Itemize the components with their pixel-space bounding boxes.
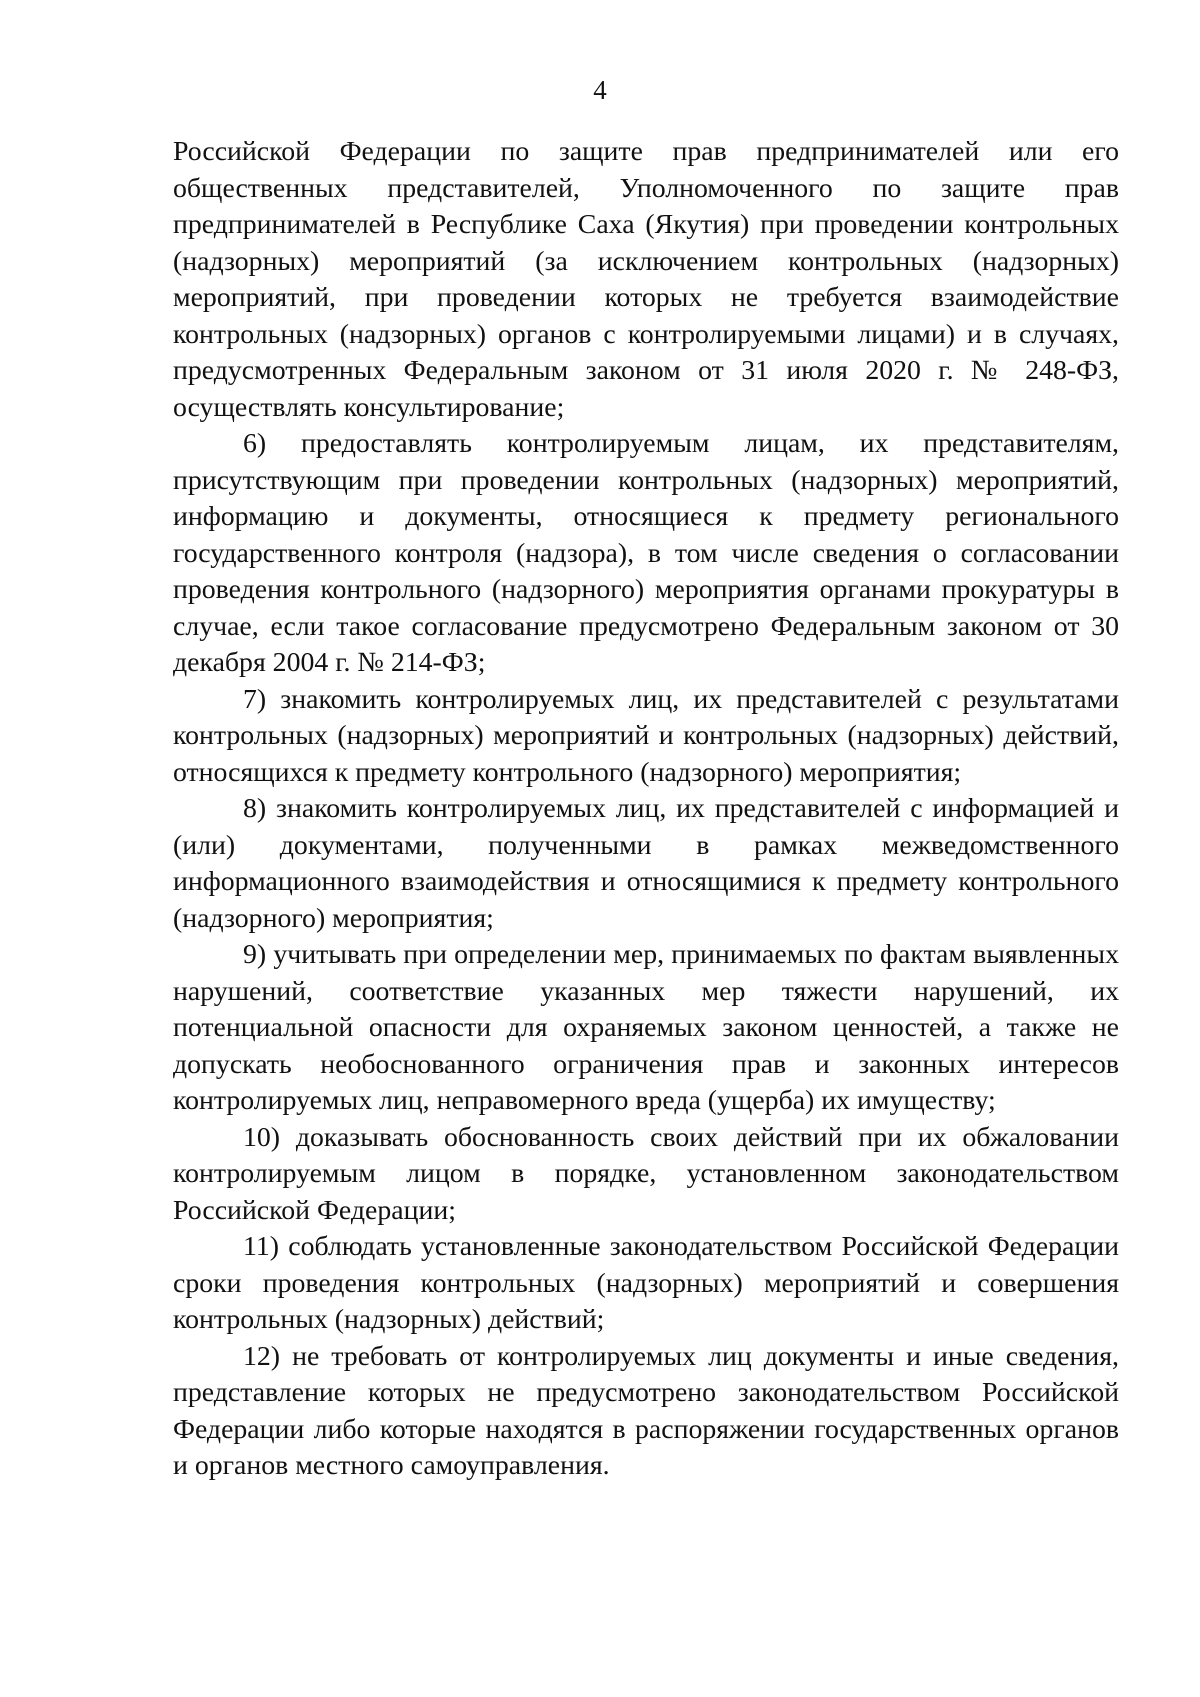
document-body [173, 134, 1119, 1485]
list-item-7: 7) знакомить контролируемых лиц, их представителей с результатами контрольных (надзорных) мероприятий и контрольных (надзорных) действий, относящихся к предмету контрольного (надзорного) мероприятия; [173, 683, 1119, 788]
list-item-10: 10) доказывать обоснованность своих действий при их обжаловании контролируемым лицом в порядке, установленном законодательством Российской Федерации; [173, 1121, 1119, 1226]
list-item-6: 6) предоставлять контролируемым лицам, их представителям, присутствующим при проведении контрольных (надзорных) мероприятий, информацию и документы, относящиеся к предмету регионального государственного контроля (надзора), в том числе сведения о согласовании проведения контрольного (надзорного) мероприятия органами прокуратуры в случае, если такое согласование предусмотрено Федеральным законом от 30 декабря 2004 г. № 214-ФЗ; [173, 428, 1119, 678]
page-number: 4 [593, 75, 607, 105]
continuation-paragraph: Российской Федерации по защите прав предпринимателей или его общественных представителей, Уполномоченного по защите прав предпринимателей в Республике Саха (Якутия) при проведении контрольных (надзорных) мероприятий (за исключением контрольных (надзорных) мероприятий, при проведении которых не требуется взаимодействие контрольных (надзорных) органов с контролируемыми лицами) и в случаях, предусмотренных Федеральным законом от 31 июля 2020 г. № 248-ФЗ, осуществлять консультирование; [173, 136, 1119, 423]
list-item-9: 9) учитывать при определении мер, принимаемых по фактам выявленных нарушений, соответствие указанных мер тяжести нарушений, их потенциальной опасности для охраняемых законом ценностей, а также не допускать необоснованного ограничения прав и законных интересов контролируемых лиц, неправомерного вреда (ущерба) их имуществу; [173, 939, 1119, 1116]
list-item-8: 8) знакомить контролируемых лиц, их представителей с информацией и (или) документами, полученными в рамках межведомственного информационного взаимодействия и относящимися к предмету контрольного (надзорного) мероприятия; [173, 793, 1119, 934]
list-item-12: 12) не требовать от контролируемых лиц документы и иные сведения, представление которых не предусмотрено законодательством Российской Федерации либо которые находятся в распоряжении государственных органов и органов местного самоуправления. [173, 1340, 1119, 1481]
list-item-11: 11) соблюдать установленные законодательством Российской Федерации сроки проведения контрольных (надзорных) мероприятий и совершения контрольных (надзорных) действий; [173, 1231, 1119, 1335]
